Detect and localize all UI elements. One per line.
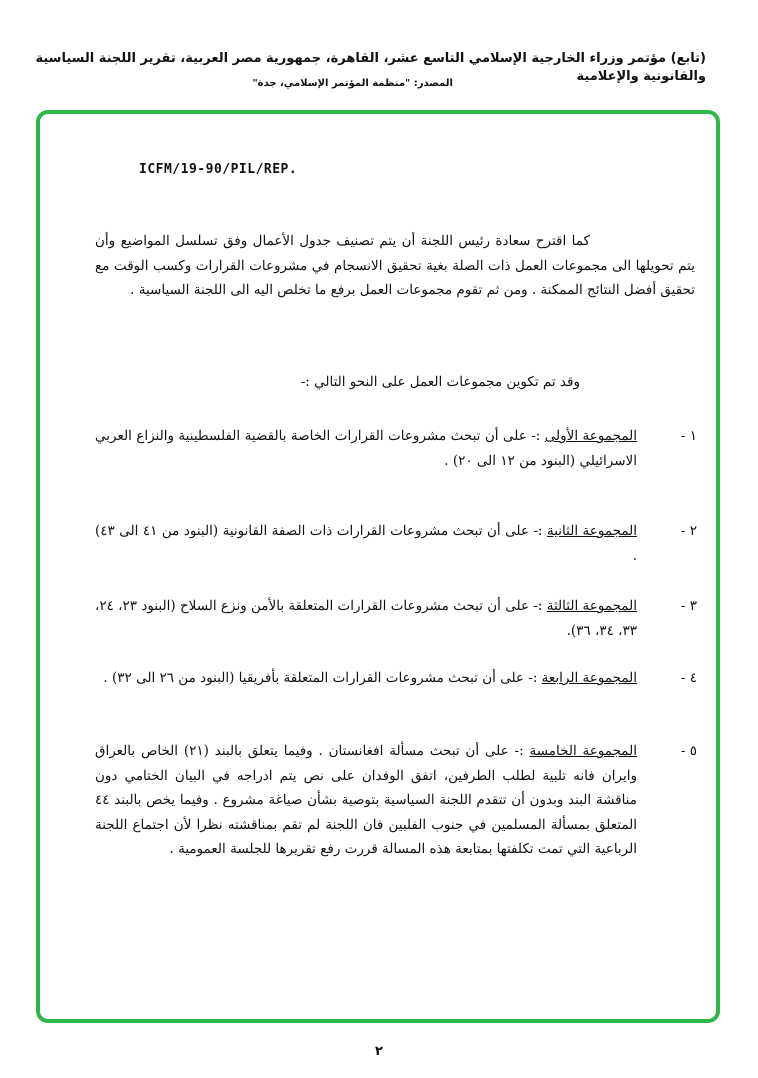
item-number: ٣ - (680, 598, 697, 614)
item-number: ٤ - (680, 670, 697, 686)
group-name: المجموعة الرابعة (541, 670, 637, 686)
list-item (95, 739, 697, 862)
header-title: (تابع) مؤتمر وزراء الخارجية الإسلامي التاسع عشر، القاهرة، جمهورية مصر العربية، تقرير اللجنة السياسية والقانونية والإعلامية (35, 51, 706, 84)
item-text: :- على أن تبحث مسألة افغانستان . وفيما يتعلق بالبند (٢١) الخاص بالعراق وايران فانه تلبية لطلب الطرفين، اتفق الوفدان على نص يتم ادراجه في البيان الختامي دون مناقشة البند وبدون أن تتقدم اللجنة السياسية بتوصية بشأن صياغة مشروع . وفيما يخص بالبند ٤٤ المتعلق بمسألة المسلمين في جنوب الفلبين فان اللجنة لم تقم بمناقشته نظرا لأن اجتماع اللجنة الرباعية التي تمت تكلفتها بمتابعة هذه المسالة قررت رفع تقريرها للجلسة العمومية . (95, 743, 637, 857)
page-number: ٢ (375, 1044, 383, 1059)
item-number: ٢ - (680, 523, 697, 539)
header-source: المصدر: "منظمة المؤتمر الإسلامي، جدة" (252, 78, 453, 89)
document-reference: ICFM/19-90/PIL/REP. (139, 162, 298, 177)
item-number: ٥ - (680, 743, 697, 759)
list-item (95, 519, 697, 568)
list-item (95, 424, 697, 473)
group-name: المجموعة الثالثة (546, 598, 637, 614)
groups-intro: وقد تم تكوين مجموعات العمل على النحو التالي :- (300, 374, 580, 390)
item-text: :- على أن تبحث مشروعات القرارات المتعلقة بالأمن ونزع السلاح (البنود ٢٣، ٢٤، ٣٣، ٣٤، ٣٦). (95, 598, 637, 639)
item-text: :- على أن تبحث مشروعات القرارات الخاصة بالقضية الفلسطينية والنزاع العربي الاسرائيلي (البنود من ١٢ الى ٢٠) . (95, 428, 637, 469)
group-name: المجموعة الثانية (546, 523, 638, 539)
list-item (95, 666, 697, 691)
group-name: المجموعة الأولى (544, 428, 637, 444)
group-name: المجموعة الخامسة (529, 743, 637, 759)
list-item (95, 594, 697, 643)
item-text: :- على أن تبحث مشروعات القرارات ذات الصفة القانونية (البنود من ٤١ الى ٤٣) . (95, 523, 637, 564)
item-text: :- على أن تبحث مشروعات القرارات المتعلقة بأفريقيا (البنود من ٢٦ الى ٣٢) . (103, 670, 542, 686)
opening-paragraph: كما اقترح سعادة رئيس اللجنة أن يتم تصنيف جدول الأعمال وفق تسلسل المواضيع وأن يتم تحويلها الى مجموعات العمل ذات الصلة بغية تحقيق الانسجام في مشروعات القرارات وكسب الوقت مع تحقيق أفضل النتائج الممكنة . ومن ثم تقوم مجموعات العمل برفع ما تخلص اليه الى اللجنة السياسية . (95, 233, 695, 298)
item-number: ١ - (680, 428, 697, 444)
